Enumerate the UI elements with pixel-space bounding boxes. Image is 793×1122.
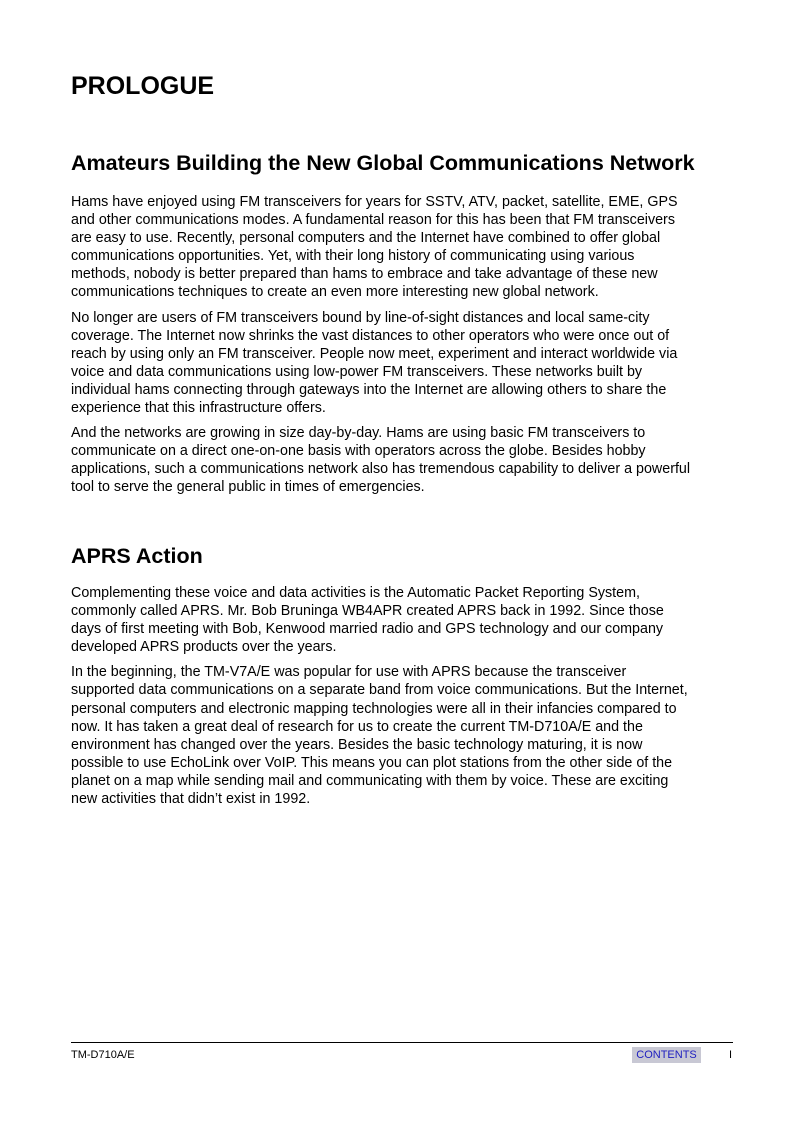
paragraph-line: applications, such a communications network also has tremendous capability to deliver a powerful [71,461,691,478]
paragraph-line: No longer are users of FM transceivers bound by line-of-sight distances and local same-city [71,309,650,326]
paragraph-line: developed APRS products over the years. [71,639,337,656]
paragraph-line: communications techniques to create an even more interesting new global network. [71,284,599,301]
paragraph-line: experience that this infrastructure offers. [71,400,326,417]
paragraph-line: Complementing these voice and data activities is the Automatic Packet Reporting System, [71,585,640,601]
paragraph-line: individual hams connecting through gateways into the Internet are allowing others to share the [71,381,667,398]
paragraph-line: now. It has taken a great deal of research for us to create the current TM-D710A/E and the [71,718,643,735]
paragraph-line: are easy to use. Recently, personal computers and the Internet have combined to offer global [71,230,661,247]
paragraph-line: communications opportunities. Yet, with their long history of communicating using various [71,248,635,265]
footer-model: TM-D710A/E [71,1049,135,1061]
paragraph-line: Hams have enjoyed using FM transceivers for years for SSTV, ATV, packet, satellite, EME, GPS [71,194,678,210]
section-body [71,193,695,497]
paragraph [71,584,688,656]
paragraph [71,663,688,808]
paragraph-line: planet on a map while sending mail and communicating with them by voice. These are exciting [71,772,669,789]
paragraph-line: new activities that didn’t exist in 1992. [71,791,311,808]
section-aprs-action [71,543,688,815]
paragraph [71,309,695,418]
paragraph-line: voice and data communications using low-power FM transceivers. These networks built by [71,363,643,380]
paragraph-line: commonly called APRS. Mr. Bob Bruninga WB4APR created APRS back in 1992. Since those [71,603,664,620]
paragraph [71,424,695,496]
footer-divider [71,1042,733,1043]
page-title: PROLOGUE [71,72,215,100]
paragraph-line: and other communications modes. A fundamental reason for this has been that FM transceivers [71,212,675,229]
paragraph-line: personal computers and electronic mapping technologies were all in their infancies compared to [71,700,677,717]
page-number: I [729,1049,733,1061]
paragraph-line: communicate on a direct one-on-one basis with operators across the globe. Besides hobby [71,443,646,460]
contents-link[interactable]: CONTENTS [632,1047,701,1063]
paragraph-line: tool to serve the general public in times of emergencies. [71,479,425,496]
paragraph-line: In the beginning, the TM-V7A/E was popular for use with APRS because the transceiver [71,664,627,681]
paragraph-line: methods, nobody is better prepared than hams to embrace and take advantage of these new [71,266,658,283]
paragraph-line: possible to use EchoLink over VoIP. This means you can plot stations from the other side of the [71,754,673,771]
section-body [71,584,688,808]
paragraph-line: And the networks are growing in size day-by-day. Hams are using basic FM transceivers to [71,425,646,442]
paragraph-line: coverage. The Internet now shrinks the vast distances to other operators who were once out of [71,327,670,344]
section-global-network [71,150,695,504]
paragraph [71,193,695,302]
paragraph-line: days of first meeting with Bob, Kenwood married radio and GPS technology and our company [71,621,664,638]
paragraph-line: reach by using only an FM transceiver. People now meet, experiment and interact worldwide via [71,345,678,362]
paragraph-line: supported data communications on a separate band from voice communications. But the Internet, [71,682,688,699]
section-heading: APRS Action [71,544,203,568]
paragraph-line: environment has changed over the years. Besides the basic technology maturing, it is now [71,736,643,753]
section-heading: Amateurs Building the New Global Communications Network [71,151,695,175]
